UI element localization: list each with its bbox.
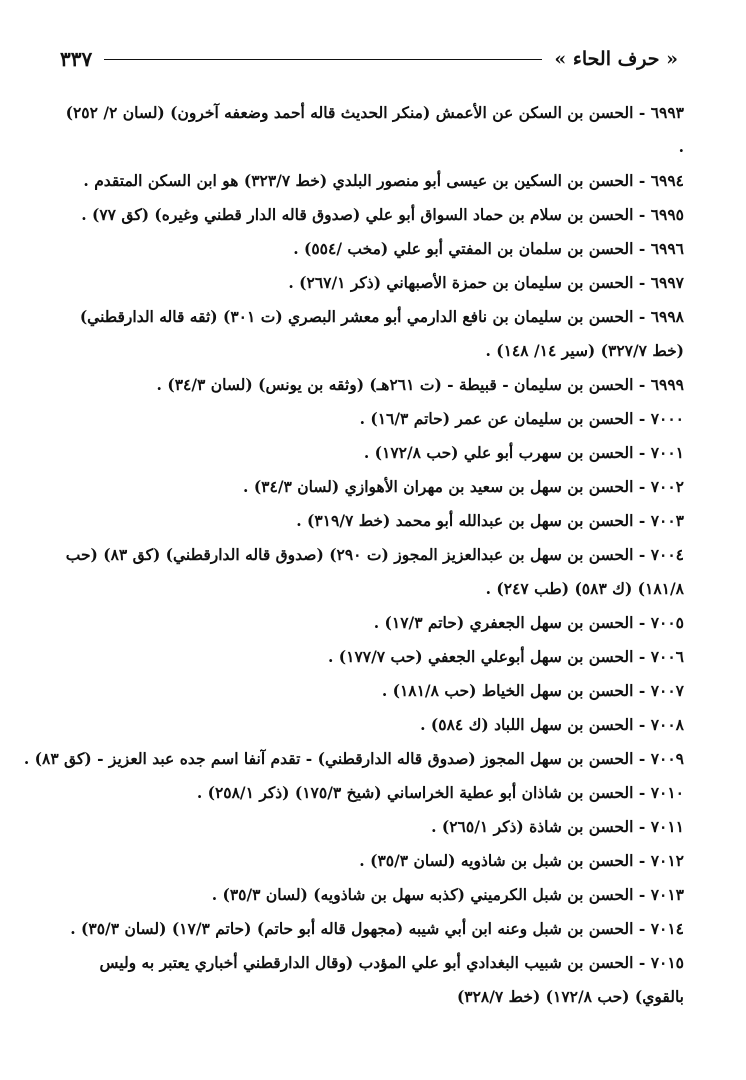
entry-number: ٧٠١١	[650, 817, 684, 836]
list-item	[56, 436, 684, 470]
entry-text: - الحسن بن سلام بن حماد السواق أبو علي (صدوق قاله الدار قطني وغيره) (كق ٧٧) .	[81, 205, 651, 224]
list-item	[56, 912, 684, 946]
list-item	[56, 878, 684, 912]
list-item	[56, 96, 684, 164]
list-item	[56, 504, 684, 538]
entry-number: ٧٠٠٨	[650, 715, 684, 734]
entry-number: ٧٠٠٤	[650, 545, 684, 564]
entry-text: - الحسن بن السكين بن عيسى أبو منصور البلدي (خط ٣٢٣/٧) هو ابن السكن المتقدم .	[83, 171, 651, 190]
entry-text: - الحسن بن شبيب البغدادي أبو علي المؤدب (وقال الدارقطني أخباري يعتبر به وليس بالقوي) (حب ١٧٢/٨) (خط ٣٢٨/٧)	[99, 953, 684, 1006]
entry-number: ٧٠٠٢	[650, 477, 684, 496]
list-item	[56, 776, 684, 810]
list-item	[56, 606, 684, 640]
entry-text: - الحسن بن سهرب أبو علي (حب ١٧٢/٨) .	[363, 443, 651, 462]
entry-text: - الحسن بن شاذة (ذكر ٢٦٥/١) .	[431, 817, 651, 836]
entry-text: - الحسن بن السكن عن الأعمش (منكر الحديث قاله أحمد وضعفه آخرون) (لسان ٢/ ٢٥٢) .	[65, 103, 684, 156]
page-number: ٣٣٧	[60, 47, 93, 71]
header-rule	[104, 59, 542, 60]
entry-number: ٦٩٩٨	[650, 307, 684, 326]
entry-text: - الحسن بن سهل الخياط (حب ١٨١/٨) .	[381, 681, 651, 700]
entry-number: ٧٠٠٧	[650, 681, 684, 700]
entry-text: - الحسن بن سهل الجعفري (حاتم ١٧/٣) .	[373, 613, 651, 632]
entry-number: ٧٠٠٣	[650, 511, 684, 530]
entry-number: ٦٩٩٩	[650, 375, 684, 394]
list-item	[56, 470, 684, 504]
entry-number: ٧٠٠١	[650, 443, 684, 462]
entry-list	[23, 96, 684, 1014]
entry-number: ٧٠١٤	[650, 919, 684, 938]
entry-number: ٦٩٩٦	[650, 239, 684, 258]
section-title: « حرف الحاء »	[554, 48, 678, 70]
entry-text: - الحسن بن سهل بن سعيد بن مهران الأهوازي (لسان ٣٤/٣) .	[243, 477, 651, 496]
entry-text: - الحسن بن سهل المجوز (صدوق قاله الدارقطني) - تقدم آنفا اسم جده عبد العزيز - (كق ٨٣) .	[23, 749, 651, 768]
entry-text: - الحسن بن شبل الكرميني (كذبه سهل بن شاذويه) (لسان ٣٥/٣) .	[211, 885, 651, 904]
entry-text: - الحسن بن شبل بن شاذويه (لسان ٣٥/٣) .	[359, 851, 651, 870]
entry-text: - الحسن بن سليمان - قبيطة - (ت ٢٦١هـ) (وثقه بن يونس) (لسان ٣٤/٣) .	[156, 375, 651, 394]
entry-text: - الحسن بن سهل بن عبدالعزيز المجوز (ت ٢٩٠) (صدوق قاله الدارقطني) (كق ٨٣) (حب ١٨١/٨) (ك ٥٨٣) (طب ٢٤٧) .	[65, 545, 684, 598]
list-item	[56, 946, 684, 1014]
list-item	[56, 538, 684, 606]
list-item	[56, 266, 684, 300]
entry-number: ٧٠٠٠	[650, 409, 684, 428]
entry-text: - الحسن بن سهل أبوعلي الجعفي (حب ١٧٧/٧) .	[327, 647, 651, 666]
entry-number: ٦٩٩٥	[650, 205, 684, 224]
page-header	[60, 44, 678, 74]
entry-text: - الحسن بن سليمان بن حمزة الأصبهاني (ذكر ٢٦٧/١) .	[288, 273, 651, 292]
list-item	[23, 742, 684, 776]
list-item	[56, 674, 684, 708]
entry-text: - الحسن بن سهل اللباد (ك ٥٨٤) .	[420, 715, 651, 734]
entry-text: - الحسن بن سليمان بن نافع الدارمي أبو معشر البصري (ت ٣٠١) (ثقه قاله الدارقطني) (خط ٣٢٧/٧) (سير ١٤/ ١٤٨) .	[79, 307, 684, 360]
list-item	[56, 164, 684, 198]
entry-number: ٦٩٩٤	[650, 171, 684, 190]
list-item	[56, 810, 684, 844]
list-item	[56, 402, 684, 436]
list-item	[56, 708, 684, 742]
entry-number: ٧٠٠٩	[650, 749, 684, 768]
entry-text: - الحسن بن سهل بن عبدالله أبو محمد (خط ٣١٩/٧) .	[296, 511, 651, 530]
entry-number: ٦٩٩٧	[650, 273, 684, 292]
entry-text: - الحسن بن سلمان بن المفتي أبو علي (مخب /٥٥٤) .	[293, 239, 651, 258]
entry-text: - الحسن بن شبل وعنه ابن أبي شيبه (مجهول قاله أبو حاتم) (حاتم ١٧/٣) (لسان ٣٥/٣) .	[70, 919, 651, 938]
entry-number: ٧٠١٣	[650, 885, 684, 904]
entry-text: - الحسن بن سليمان عن عمر (حاتم ١٦/٣) .	[359, 409, 651, 428]
entry-text: - الحسن بن شاذان أبو عطية الخراساني (شيخ ١٧٥/٣) (ذكر ٢٥٨/١) .	[196, 783, 651, 802]
entry-number: ٧٠٠٦	[650, 647, 684, 666]
list-item	[56, 198, 684, 232]
entry-number: ٧٠١٠	[650, 783, 684, 802]
entry-number: ٧٠١٥	[650, 953, 684, 972]
entry-number: ٦٩٩٣	[650, 103, 684, 122]
entry-number: ٧٠١٢	[650, 851, 684, 870]
list-item	[56, 844, 684, 878]
list-item	[56, 368, 684, 402]
list-item	[56, 300, 684, 368]
list-item	[56, 232, 684, 266]
entry-number: ٧٠٠٥	[650, 613, 684, 632]
list-item	[56, 640, 684, 674]
